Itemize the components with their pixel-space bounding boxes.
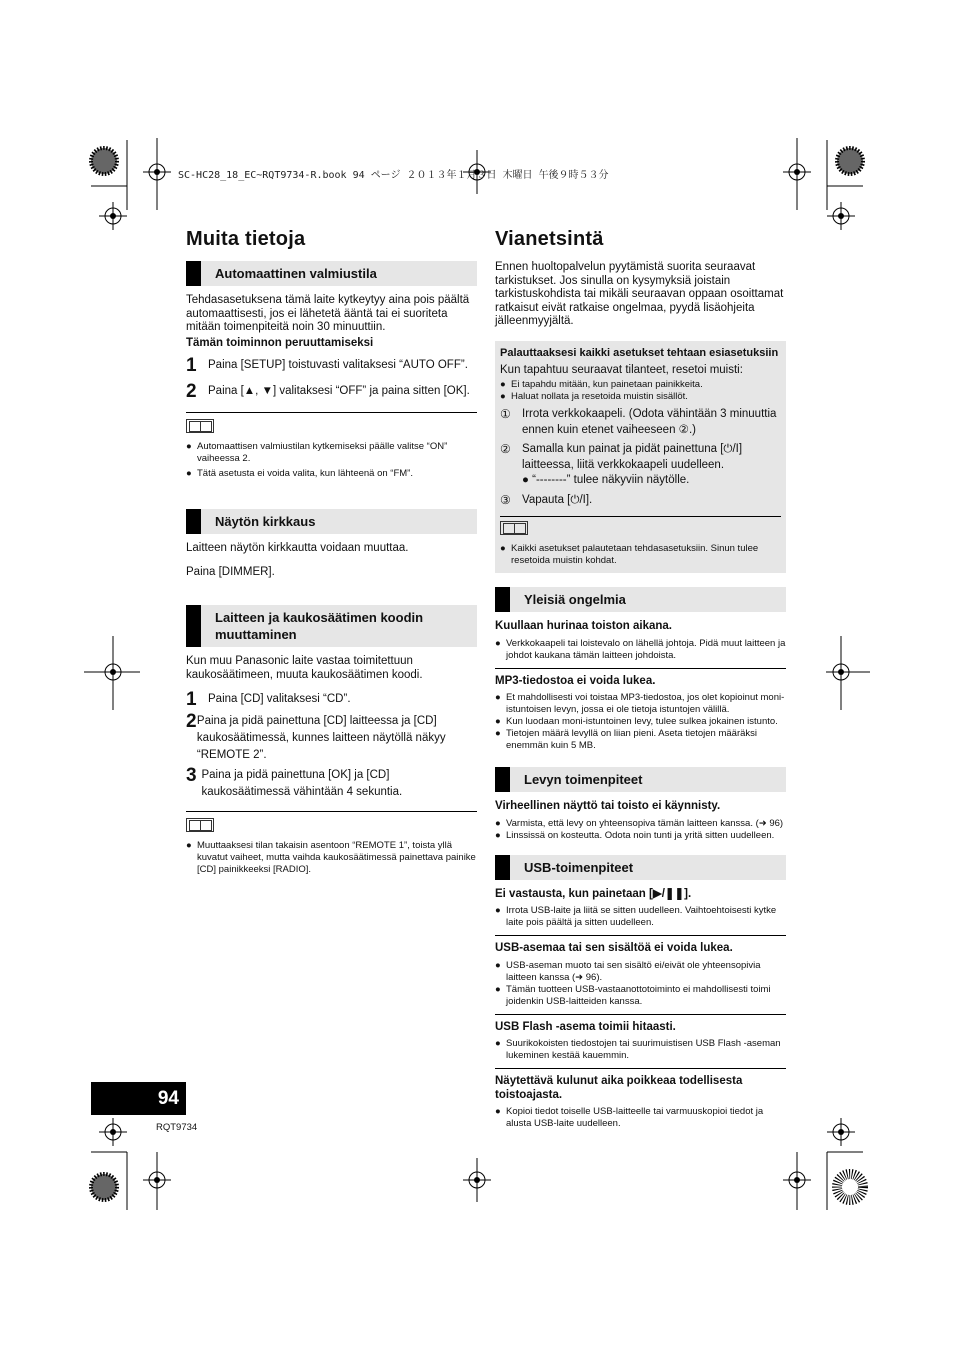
divider — [495, 668, 786, 669]
cancel-heading: Tämän toiminnon peruuttamiseksi — [186, 336, 374, 349]
note-book-icon — [186, 818, 214, 832]
reset-step-2-sub: ● “--------” tulee näkyviin näytölle. — [522, 474, 690, 486]
remote-step-2: 2 Paina ja pidä painettuna [CD] laitteessa ja [CD] kaukosäätimessä, kunnes laitteen näytöllä näkyy “REMOTE 2”. — [186, 711, 446, 761]
auto-standby-intro: Tehdasasetuksena tämä laite kytkeytyy aina pois päältä automaattisesti, jos ei lähetetä ääntä tai ei suoriteta mitään toimenpiteitä noin 30 minuuttiin. — [186, 294, 470, 333]
document-code: RQT9734 — [156, 1122, 198, 1133]
section-heading-dimmer: Näytön kirkkaus — [186, 509, 477, 534]
problem-title: Kuullaan hurinaa toiston aikana. — [495, 620, 673, 632]
solution-item: ● Irrota USB-laite ja liitä se sitten uudelleen. Vaihtoehtoisesti kytke laite pois päältä ja sitten uudelleen. — [495, 905, 777, 928]
note-book-icon — [186, 419, 214, 433]
solution-item: ● Kopioi tiedot toiselle USB-laitteelle tai varmuuskopioi tiedot ja alusta USB-laite uudelleen. — [495, 1106, 764, 1129]
solution-item: ● Tietojen määrä levyllä on liian pieni. Aseta tietojen määräksi enemmän kuin 5 MB. — [495, 728, 758, 751]
page-number: 94 — [157, 1088, 179, 1109]
solution-item: ● Tämän tuotteen USB-vastaanottotoiminto ei mahdollisesti toimi joidenkin USB-laitteiden kanssa. — [495, 983, 771, 1007]
solution-item: ● Kun luodaan moni-istuntoinen levy, tulee sulkea jokainen istunto. — [495, 716, 778, 727]
divider — [186, 811, 477, 812]
reset-bullet: ● Haluat nollata ja resetoida muistin sisällöt. — [500, 391, 688, 402]
reset-step-3: ③ Vapauta [⏻/I]. — [500, 492, 593, 507]
page-title-muita-tietoja: Muita tietoja — [186, 228, 306, 250]
page-title-vianetsinta: Vianetsintä — [495, 228, 604, 250]
divider — [186, 412, 477, 413]
dimmer-instruction: Paina [DIMMER]. — [186, 565, 275, 578]
note-item: ● Kaikki asetukset palautetaan tehdasasetuksiin. Sinun tulee resetoida muistin kohdat. — [500, 543, 759, 566]
divider — [495, 935, 786, 936]
problem-title: Näytettävä kulunut aika poikkeaa todellisesta toistoajasta. — [495, 1075, 743, 1101]
solution-item: ● Et mahdollisesti voi toistaa MP3-tiedostoa, jos olet kopioinut moni-istuntoisen levyn, jossa ei ole tietoja istuntojen välillä. — [495, 692, 785, 715]
solution-item: ● Linssissä on kosteutta. Odota noin tunti ja yritä sitten uudelleen. — [495, 829, 775, 841]
reset-bullet: ● Ei tapahdu mitään, kun painetaan painikkeita. — [500, 379, 703, 390]
note-item: ● Automaattisen valmiustilan kytkemiseksi päälle valitse “ON” vaiheessa 2. — [186, 441, 448, 464]
note-item: ● Tätä asetusta ei voida valita, kun lähteenä on “FM”. — [186, 468, 413, 479]
divider — [495, 1014, 786, 1015]
auto-step-2: 2 Paina [▲, ▼] valitaksesi “OFF” ja paina sitten [OK]. — [186, 381, 470, 402]
remote-step-1: 1 Paina [CD] valitaksesi “CD”. — [186, 689, 351, 710]
right-column — [495, 224, 786, 1133]
section-heading-auto-standby: Automaattinen valmiustila — [186, 261, 477, 286]
page-number-box — [91, 1082, 186, 1115]
solution-item: ● Verkkokaapeli tai loistevalo on lähellä johtoja. Pidä muut laitteen ja johdot kaukana tämän laitteen johdoista. — [495, 637, 786, 661]
left-column — [186, 224, 477, 879]
problem-title: Virheellinen näyttö tai toisto ei käynnisty. — [495, 800, 721, 812]
print-header: SC-HC28_18_EC~RQT9734-R.book 94 ページ ２０１３年１月３日 木曜日 午後９時５３分 — [178, 170, 609, 181]
note-book-icon — [500, 521, 528, 535]
solution-item: ● USB-aseman muoto tai sen sisältö ei/eivät ole yhteensopivia laitteen kanssa (➜ 96). — [495, 959, 761, 983]
section-heading-usb: USB-toimenpiteet — [495, 855, 786, 880]
problem-title: USB-asemaa tai sen sisältöä ei voida lukea. — [495, 942, 733, 954]
note-item: ● Muuttaaksesi tilan takaisin asentoon “REMOTE 1”, toista yllä kuvatut vaiheet, mutta vaihda kaukosäätimessä painettava painike [CD] painikkeeksi [RADIO]. — [186, 840, 476, 875]
section-heading-general: Yleisiä ongelmia — [495, 587, 786, 612]
reset-heading: Palauttaaksesi kaikki asetukset tehtaan esiasetuksiin — [500, 346, 779, 359]
problem-title: Ei vastausta, kun painetaan [▶/❚❚]. — [495, 887, 692, 900]
solution-item: ● Varmista, että levy on yhteensopiva tämän laitteen kanssa. (➜ 96) — [495, 817, 784, 829]
reset-intro: Kun tapahtuu seuraavat tilanteet, resetoi muisti: — [500, 363, 743, 376]
remote-step-3: 3 Paina ja pidä painettuna [OK] ja [CD] kaukosäätimessä vähintään 4 sekuntia. — [186, 765, 403, 798]
divider — [495, 1068, 786, 1069]
problem-title: USB Flash -asema toimii hitaasti. — [495, 1020, 676, 1033]
section-heading-disc: Levyn toimenpiteet — [495, 767, 786, 792]
section-heading-remote-code: Laitteen ja kaukosäätimen koodin muuttaminen — [186, 605, 477, 647]
remote-intro: Kun muu Panasonic laite vastaa toimitettuun kaukosäätimeen, muuta kaukosäätimen koodi. — [186, 655, 423, 681]
reset-box — [495, 341, 786, 574]
auto-step-1: 1 Paina [SETUP] toistuvasti valitaksesi “AUTO OFF”. — [186, 355, 468, 376]
troubleshooting-intro: Ennen huoltopalvelun pyytämistä suorita seuraavat tarkistukset. Jos sinulla on kysymyksiä joistain tarkistuskohdista tai mikäli seuraavan oppaan osoittamat ratkaisut eivät ratkaise ongelmaa, pyydä lisäohjeita jälleenmyyjältä. — [495, 261, 784, 327]
solution-item: ● Suurikokoisten tiedostojen tai suurimuistisen USB Flash -aseman lukeminen kestää kauemmin. — [495, 1038, 781, 1061]
reset-step-1: ① Irrota verkkokaapeli. (Odota vähintään 3 minuuttia ennen kuin etenet vaiheeseen ②.) — [500, 407, 777, 436]
dimmer-text: Laitteen näytön kirkkautta voidaan muuttaa. — [186, 542, 409, 554]
problem-title: MP3-tiedostoa ei voida lukea. — [495, 674, 656, 687]
divider — [500, 516, 781, 517]
reset-step-2: ② Samalla kun painat ja pidät painettuna [⏻/I] laitteessa, liitä verkkokaapeli uudelleen. — [500, 442, 743, 471]
